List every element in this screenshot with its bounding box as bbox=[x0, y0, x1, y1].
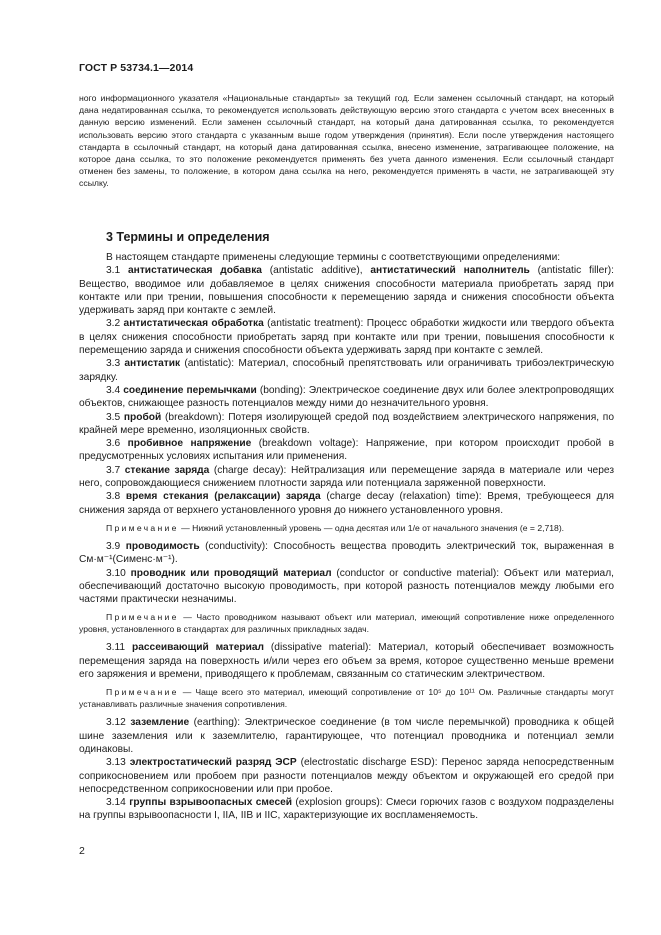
term-name: время стекания (релаксации) заряда bbox=[125, 491, 321, 503]
term-3-13: 3.13 электростатический разряд ЭСР (electrostatic discharge ESD): Перенос заряда непосредственным соприкосновением или пробоем при разности потенциалов между объектом и окружающей его средой при непосредственном соприкосновении или при пробое. bbox=[79, 757, 614, 795]
term-definition: Время, требующееся для снижения заряда от верхнего установленного уровня до нижнего установленного уровня. bbox=[79, 491, 614, 516]
term-definition: Электрическое соединение двух или более электропроводящих объектов, снижающее разность потенциалов между ними до незначительного уровня. bbox=[79, 384, 614, 410]
term-3-1: 3.1 антистатическая добавка (antistatic additive), антистатический наполнитель (antistatic filler): Вещество, вводимое или добавляемое в целях снижения способности материала приобретать заряд при контакте или при трении, повышения способности к перемещению заряда и снижения способности объекта удерживать заряд при контакте с землей. bbox=[79, 265, 614, 317]
note-2 bbox=[79, 611, 614, 635]
standard-header: ГОСТ Р 53734.1—2014 bbox=[79, 62, 194, 74]
term-3-11: 3.11 рассеивающий материал (dissipative material): Материал, который обеспечивает возможность перемещения заряда на поверхность и/или через его объем за время, которое существенно меньше времени его заряжения и времени, приводящего к проблемам, связанным со статическим электричеством. bbox=[79, 642, 614, 681]
term-name: антистатик bbox=[124, 358, 181, 370]
term-definition: Материал, который обеспечивает возможность перемещения заряда на поверхность и/или через его объем за время, которое существенно меньше времени его заряжения и времени, приводящего к проблемам, связанным со статическим электричеством. bbox=[79, 642, 614, 681]
term-definition: Объект или материал, обеспечивающий достаточно высокую проводимость, при которой разность потенциалов между любыми его частями практически незначимы. bbox=[79, 567, 615, 606]
note-text: — Нижний установленный уровень — одна десятая или 1/e от начального значения (e = 2,718). bbox=[178, 522, 565, 533]
term-definition: Вещество, вводимое или добавляемое в целях снижения способности материала приобретать заряд при контакте или при трении, повышения способности к перемещению заряда и снижения способности объекта удерживать заряд при контакте с землей. bbox=[79, 278, 614, 317]
note-label: Примечание bbox=[106, 687, 179, 698]
intro-section bbox=[79, 92, 614, 190]
term-name: антистатическая обработка bbox=[123, 318, 264, 330]
term-definition: Смеси горючих газов с воздухом подразделены на группы взрывоопасности I, IIA, IIB и IIC, характеризующие их воспламеняемость. bbox=[79, 797, 614, 822]
term-name: пробивное напряжение bbox=[127, 438, 252, 450]
note-1 bbox=[79, 522, 614, 534]
intro-paragraph: ного информационного указателя «Национальные стандарты» за текущий год. Если заменен ссылочный стандарт, на который дана недатированная ссылка, то рекомендуется использовать действующую версию этого стандарта с учетом всех внесенных в данную версию изменений. Если заменен ссылочный стандарт, на который дана датированная ссылка, то рекомендуется использовать версию этого стандарта с указанным выше годом утверждения (принятия). Если после утверждения настоящего стандарта в ссылочный стандарт, на который дана датированная ссылка, внесено изменение, затрагивающее положение, на которое дана ссылка, то это положение рекомендуется применять без учета данного изменения. Если ссылочный стандарт отменен без замены, то положение, в котором дана ссылка на него, рекомендуется применять в части, не затрагивающей эту ссылку. bbox=[79, 93, 614, 189]
note-label: Примечание bbox=[106, 612, 179, 623]
term-definition: Материал, способный препятствовать или ограничивать трибоэлектрическую зарядку. bbox=[79, 358, 615, 383]
term-3-4: 3.4 соединение перемычками (bonding): Электрическое соединение двух или более электропроводящих объектов, снижающее разность потенциалов между ними до незначительного уровня. bbox=[79, 384, 614, 410]
term-name: соединение перемычками bbox=[123, 384, 257, 396]
term-name: группы взрывоопасных смесей bbox=[129, 797, 293, 809]
term-definition: Напряжение, при котором происходит пробой в предусмотренных условиях испытания или применения. bbox=[79, 438, 614, 463]
note-text: — Часто проводником называют объект или материал, имеющий сопротивление ниже определенного уровня, установленного в стандартах для различных прикладных задач. bbox=[79, 612, 614, 635]
term-name: заземление bbox=[130, 717, 190, 729]
term-name: проводимость bbox=[125, 540, 200, 552]
term-3-6: 3.6 пробивное напряжение (breakdown voltage): Напряжение, при котором происходит пробой в предусмотренных условиях испытания или применения. bbox=[79, 438, 614, 463]
term-name-alt: антистатический наполнитель bbox=[370, 265, 530, 277]
term-name: пробой bbox=[123, 411, 162, 423]
term-3-7: 3.7 стекание заряда (charge decay): Нейтрализация или перемещение заряда в материале или через него, сопровождающиеся снижением плотности заряда или потенциала заряженной поверхности. bbox=[79, 464, 614, 490]
term-name: стекание заряда bbox=[124, 464, 210, 476]
term-definition: Способность вещества проводить электрический ток, выраженная в См·м⁻¹(Сименс·м⁻¹). bbox=[79, 540, 614, 566]
term-definition: Потеря изолирующей средой под воздействием электрического напряжения, по крайней мере временно, изоляционных свойств. bbox=[79, 411, 614, 436]
term-3-5: 3.5 пробой (breakdown): Потеря изолирующей средой под воздействием электрического напряжения, по крайней мере временно, изоляционных свойств. bbox=[79, 411, 614, 436]
page-number: 2 bbox=[79, 845, 85, 857]
note-label: Примечание bbox=[106, 522, 179, 533]
section-title: 3 Термины и определения bbox=[106, 230, 270, 244]
terms-body bbox=[79, 251, 614, 823]
note-3 bbox=[79, 686, 614, 710]
term-name: электростатический разряд ЭСР bbox=[129, 757, 297, 769]
term-3-3: 3.3 антистатик (antistatic): Материал, способный препятствовать или ограничивать трибоэлектрическую зарядку. bbox=[79, 358, 615, 383]
term-3-2: 3.2 антистатическая обработка (antistatic treatment): Процесс обработки жидкости или твердого объекта в целях снижения способности приобретать заряд при контакте или при трении, повышения способности к перемещению заряда и снижения способности объекта удерживать заряд при контакте с землей. bbox=[79, 318, 614, 357]
term-definition: Перенос заряда непосредственным соприкосновением или пробоем при разности потенциалов между объектом и окружающей его средой при непосредственном соприкосновении или при пробое. bbox=[79, 757, 614, 795]
term-3-10: 3.10 проводник или проводящий материал (conductor or conductive material): Объект или материал, обеспечивающий достаточно высокую проводимость, при которой разность потенциалов между любыми его частями практически незначимы. bbox=[79, 567, 615, 606]
term-definition: Процесс обработки жидкости или твердого объекта в целях снижения способности приобретать заряд при контакте или при трении, повышения способности к перемещению заряда и снижения способности объекта удерживать заряд при контакте с землей. bbox=[79, 318, 614, 357]
term-name: рассеивающий материал bbox=[131, 642, 264, 654]
term-definition: Нейтрализация или перемещение заряда в материале или через него, сопровождающиеся снижением плотности заряда или потенциала заряженной поверхности. bbox=[79, 464, 614, 490]
lead-paragraph: В настоящем стандарте применены следующие термины с соответствующими определениями: bbox=[106, 252, 561, 263]
note-text: — Чаще всего это материал, имеющий сопротивление от 10⁵ до 10¹¹ Ом. Различные стандарты могут устанавливать различные значения сопротивления. bbox=[79, 687, 614, 710]
term-3-9: 3.9 проводимость (conductivity): Способность вещества проводить электрический ток, выраженная в См·м⁻¹(Сименс·м⁻¹). bbox=[79, 540, 614, 566]
term-3-14: 3.14 группы взрывоопасных смесей (explosion groups): Смеси горючих газов с воздухом подразделены на группы взрывоопасности I, IIA, IIB и IIC, характеризующие их воспламеняемость. bbox=[79, 797, 614, 822]
term-3-8: 3.8 время стекания (релаксации) заряда (charge decay (relaxation) time): Время, требующееся для снижения заряда от верхнего установленного уровня до нижнего установленного уровня. bbox=[79, 491, 614, 516]
term-definition: Электрическое соединение (в том числе перемычкой) проводника к общей шине заземления или к заземлителю, гарантирующее, что потенциал проводника и потенциал земли одинаковы. bbox=[79, 717, 615, 755]
term-name: антистатическая добавка bbox=[128, 265, 262, 277]
term-name: проводник или проводящий материал bbox=[130, 567, 332, 579]
term-3-12: 3.12 заземление (earthing): Электрическое соединение (в том числе перемычкой) проводника к общей шине заземления или к заземлителю, гарантирующее, что потенциал проводника и потенциал земли одинаковы. bbox=[79, 717, 615, 755]
